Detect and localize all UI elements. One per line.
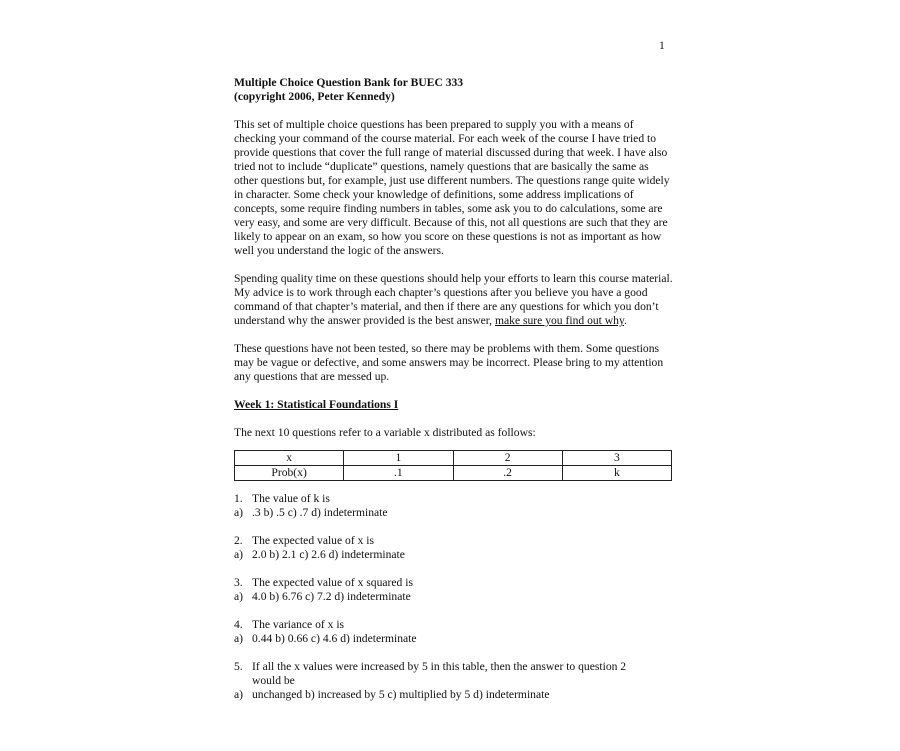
document-title: Multiple Choice Question Bank for BUEC 333 <box>234 76 464 89</box>
table-cell: 1 <box>344 451 453 466</box>
answer-choices: 0.44 b) 0.66 c) 4.6 d) indeterminate <box>252 632 417 645</box>
answer-letter: a) <box>234 548 244 561</box>
table-row <box>235 451 672 466</box>
advice-underlined-text: make sure you find out why <box>494 314 624 327</box>
question-5 <box>234 660 674 702</box>
disclaimer-paragraph: These questions have not been tested, so there may be problems with them. Some questions may be vague or defective, and some answers may be incorrect. Please bring to my attention any questions that are messed up. <box>234 342 664 383</box>
question-4 <box>234 618 674 646</box>
question-number: 2. <box>234 534 243 547</box>
question-3 <box>234 576 674 604</box>
question-text: The expected value of x squared is <box>252 576 413 589</box>
copyright-line: (copyright 2006, Peter Kennedy) <box>234 90 395 103</box>
table-cell: .1 <box>344 466 453 481</box>
intro-paragraph: This set of multiple choice questions has been prepared to supply you with a means of checking your command of the course material. For each week of the course I have tried to provide questions that cover the full range of material discussed during that week. I have also tried not to include “duplicate” questions, namely questions that are basically the same as other questions but, for example, just use different numbers. The questions range quite widely in character. Some check your knowledge of definitions, some address implications of concepts, some require finding numbers in tables, some ask you to do calculations, some are very easy, and some are very difficult. Because of this, not all questions are such that they are likely to appear on an exam, so how you score on these questions is not as important as how well you understand the logic of the answers. <box>234 118 670 257</box>
question-text: The value of k is <box>252 492 330 505</box>
question-text: If all the x values were increased by 5 in this table, then the answer to question 2 <box>252 660 627 673</box>
answer-choices: 4.0 b) 6.76 c) 7.2 d) indeterminate <box>252 590 411 603</box>
question-2 <box>234 534 674 562</box>
table-cell: x <box>235 451 344 466</box>
table-cell: 2 <box>453 451 562 466</box>
table-row <box>235 466 672 481</box>
page-number: 1 <box>659 39 665 52</box>
document-body <box>234 76 674 702</box>
answer-choices: 2.0 b) 2.1 c) 2.6 d) indeterminate <box>252 548 405 561</box>
answer-choices: unchanged b) increased by 5 c) multiplied by 5 d) indeterminate <box>252 688 550 701</box>
question-number: 5. <box>234 660 243 673</box>
advice-paragraph <box>234 272 674 328</box>
distribution-table <box>234 450 672 481</box>
question-text-continued: would be <box>252 674 295 687</box>
answer-letter: a) <box>234 632 244 645</box>
answer-choices: .3 b) .5 c) .7 d) indeterminate <box>252 506 388 519</box>
question-number: 4. <box>234 618 243 631</box>
table-cell: 3 <box>562 451 671 466</box>
week-heading: Week 1: Statistical Foundations I <box>234 398 399 411</box>
question-number: 1. <box>234 492 243 505</box>
question-number: 3. <box>234 576 243 589</box>
question-text: The variance of x is <box>252 618 345 631</box>
table-cell: Prob(x) <box>235 466 344 481</box>
table-cell: k <box>562 466 671 481</box>
answer-letter: a) <box>234 590 244 603</box>
answer-letter: a) <box>234 506 244 519</box>
answer-letter: a) <box>234 688 244 701</box>
question-1 <box>234 492 674 520</box>
table-cell: .2 <box>453 466 562 481</box>
table-intro: The next 10 questions refer to a variable x distributed as follows: <box>234 426 536 439</box>
advice-text: Spending quality time on these questions should help your efforts to learn this course material. My advice is to work through each chapter’s questions after you believe you have a good command of that chapter’s material, and then if there are any questions for which you don’t understand why the answer provided is the best answer, <box>234 272 673 327</box>
question-text: The expected value of x is <box>252 534 375 547</box>
advice-end: . <box>624 314 627 327</box>
